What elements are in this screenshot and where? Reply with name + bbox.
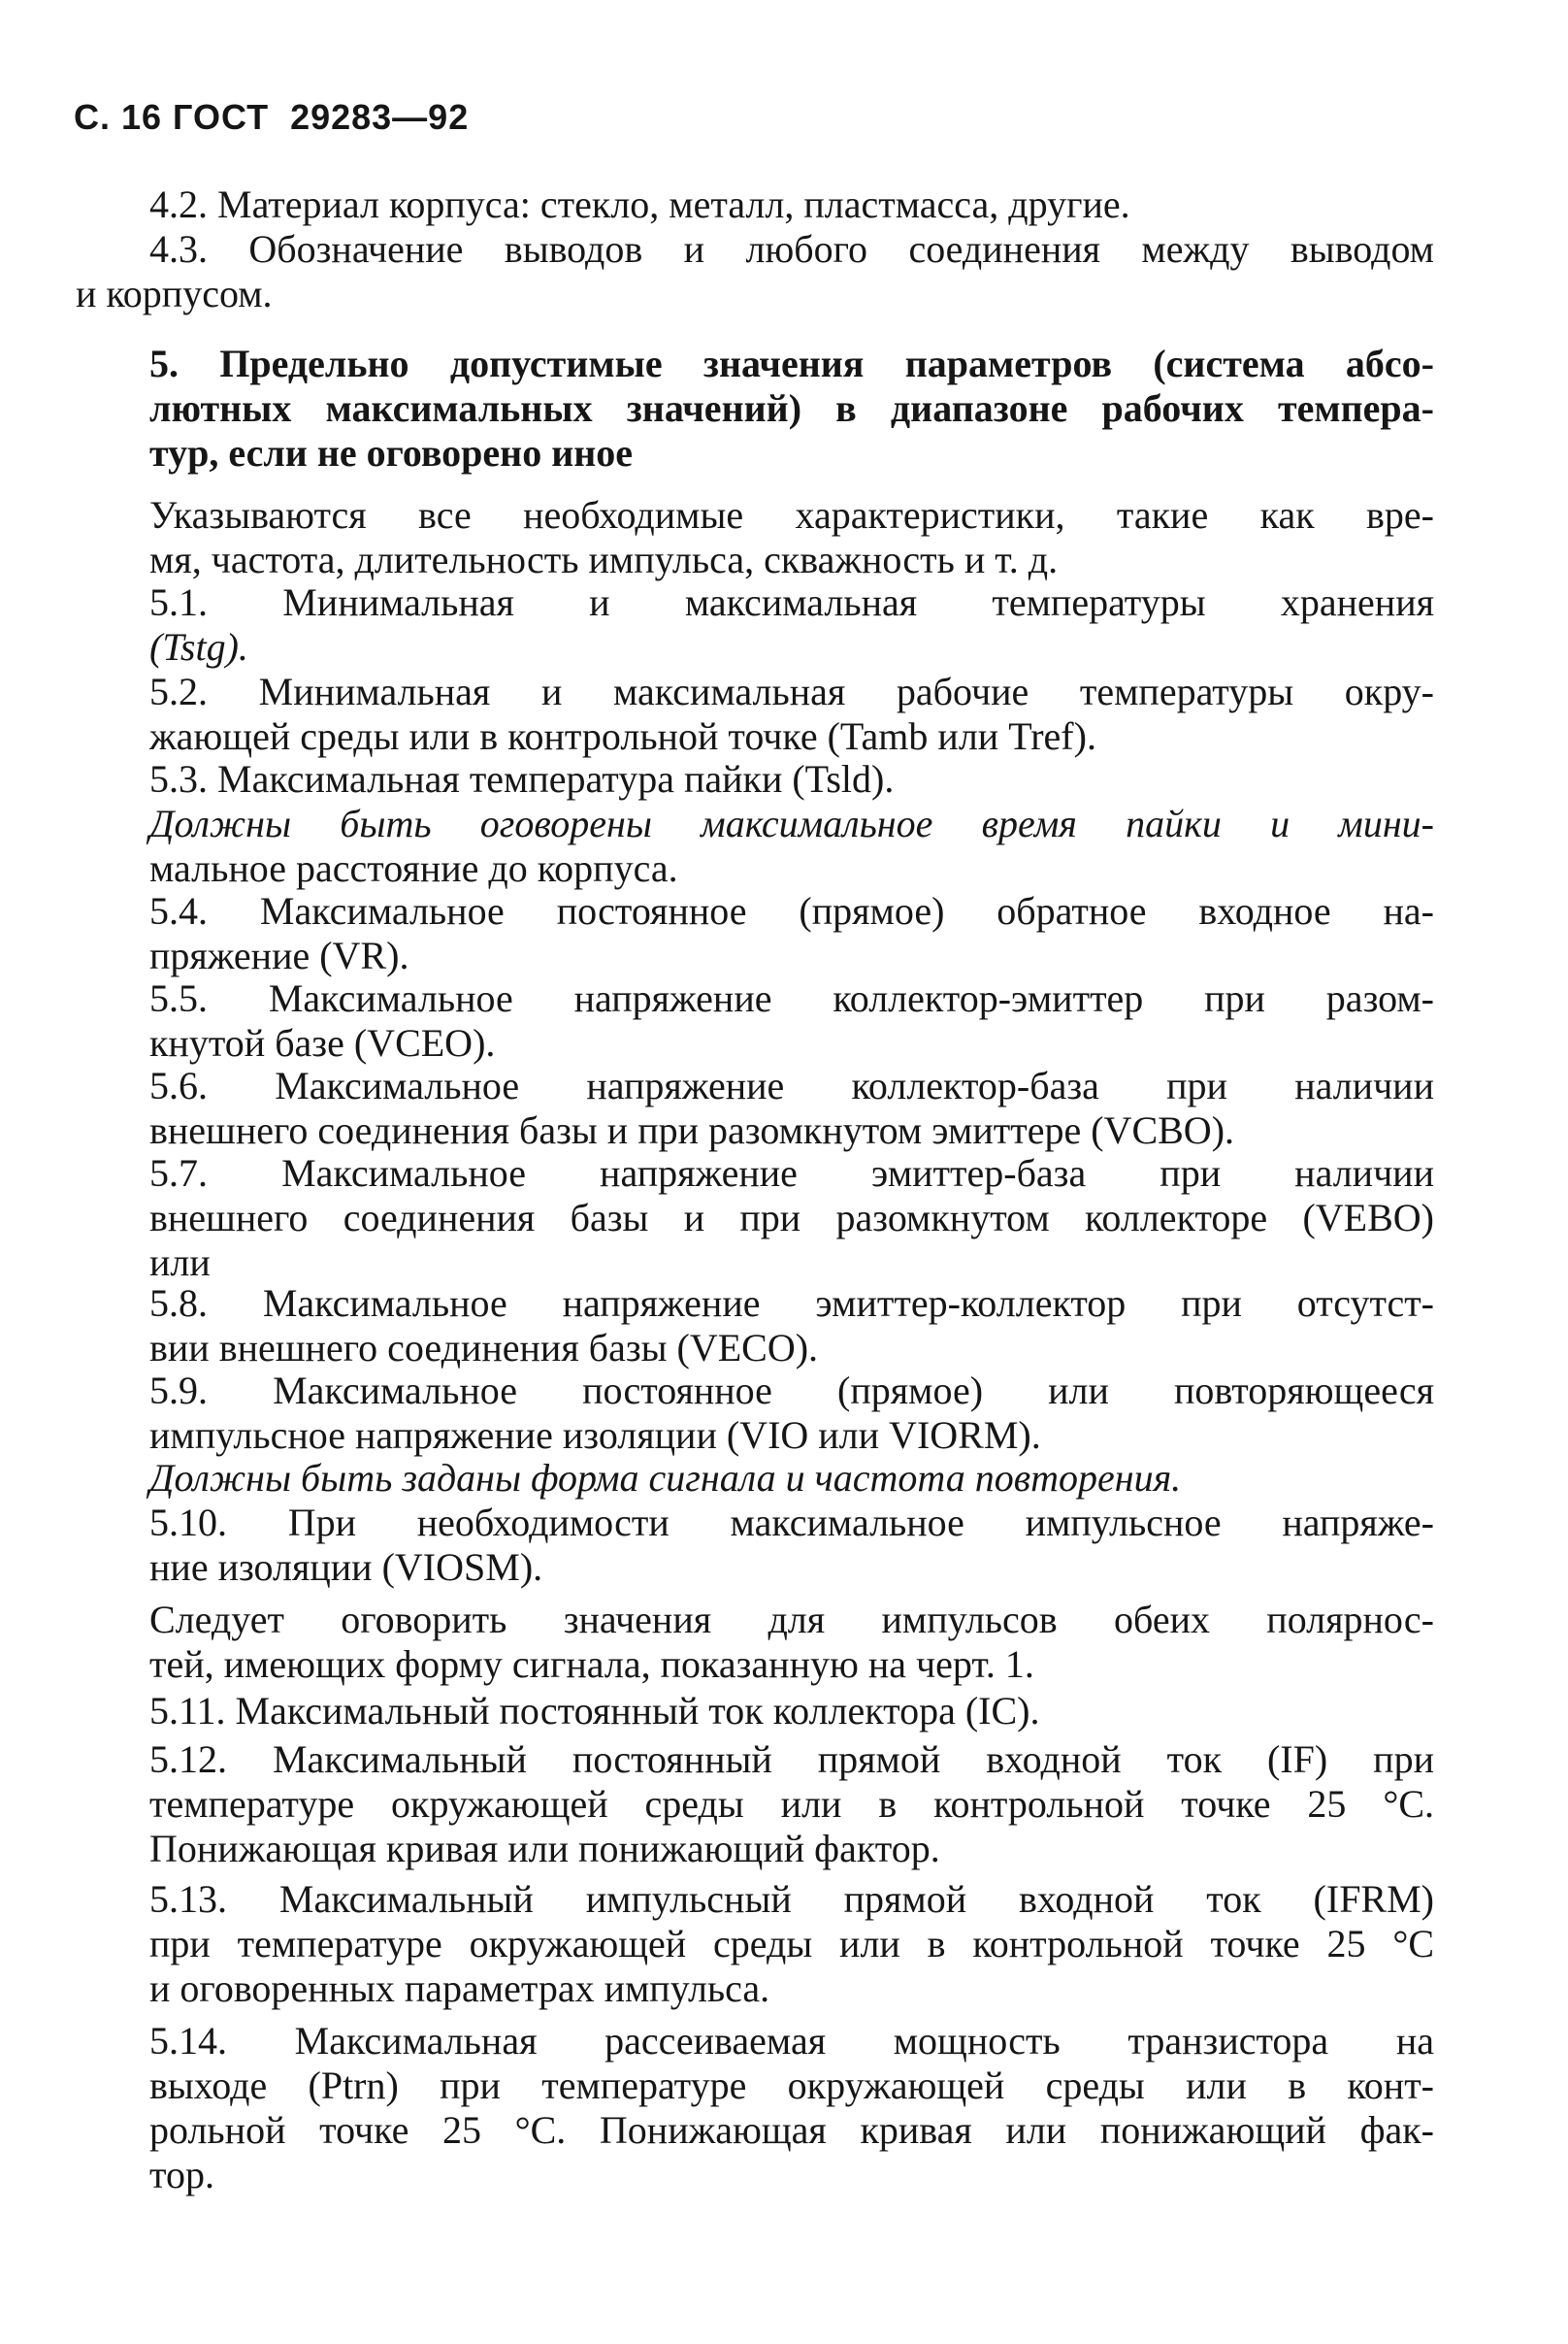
paragraph-4-2: 4.2. Материал корпуса: стекло, металл, пластмасса, другие. [149,182,1130,226]
section-5-intro: Указываются все необходимые характеристики, такие как вре- мя, частота, длительность импульса, скважность и т. д. [149,493,1434,581]
note-5-3: Должны быть оговорены максимальное время пайки и мини- мальное расстояние до корпуса. [149,802,1434,890]
page-header: С. 16 ГОСТ 29283—92 [74,97,470,137]
section-5-heading: 5. Предельно допустимые значения параметров (система абсо- лютных максимальных значений) в диапазоне рабочих темпера- тур, если не оговорено иное [149,342,1434,475]
paragraph-5-10: 5.10. При необходимости максимальное импульсное напряже- ние изоляции (VIOSM). [149,1501,1434,1589]
paragraph-5-3: 5.3. Максимальная температура пайки (Tsld). [149,757,895,801]
paragraph-5-11: 5.11. Максимальный постоянный ток коллектора (IC). [149,1689,1040,1733]
paragraph-5-6: 5.6. Максимальное напряжение коллектор-база при наличии внешнего соединения базы и при разомкнутом эмиттере (VCBO). [149,1064,1434,1152]
paragraph-5-4: 5.4. Максимальное постоянное (прямое) обратное входное на- пряжение (VR). [149,889,1434,977]
paragraph-5-9: 5.9. Максимальное постоянное (прямое) или повторяющееся импульсное напряжение изоляции (VIO или VIORM). [149,1369,1434,1457]
paragraph-5-1: 5.1. Минимальная и максимальная температуры хранения (Tstg). [149,580,1434,669]
note-5-9: Должны быть заданы форма сигнала и частота повторения. [149,1456,1182,1500]
paragraph-5-12: 5.12. Максимальный постоянный прямой входной ток (IF) при температуре окружающей среды или в контрольной точке 25 °С. Понижающая кривая или понижающий фактор. [149,1737,1434,1870]
paragraph-5-8: 5.8. Максимальное напряжение эмиттер-коллектор при отсутст- вии внешнего соединения базы (VECO). [149,1281,1434,1370]
paragraph-5-7: 5.7. Максимальное напряжение эмиттер-база при наличии внешнего соединения базы и при разомкнутом коллекторе (VEBO) или [149,1151,1434,1284]
paragraph-5-2: 5.2. Минимальная и максимальная рабочие температуры окру- жающей среды или в контрольной точке (Tamb или Tref). [149,670,1434,758]
paragraph-4-3: 4.3. Обозначение выводов и любого соединения между выводом и корпусом. [76,227,1434,315]
paragraph-5-13: 5.13. Максимальный импульсный прямой входной ток (IFRM) при температуре окружающей среды или в контрольной точке 25 °С и оговоренных параметрах импульса. [149,1877,1434,2010]
paragraph-5-5: 5.5. Максимальное напряжение коллектор-эмиттер при разом- кнутой базе (VCEO). [149,976,1434,1065]
note-5-10: Следует оговорить значения для импульсов обеих полярнос- тей, имеющих форму сигнала, показанную на черт. 1. [149,1598,1434,1686]
paragraph-5-14: 5.14. Максимальная рассеиваемая мощность транзистора на выходе (Ptrn) при температуре окружающей среды или в конт- рольной точке 25 °С. Понижающая кривая или понижающий фак- тор. [149,2019,1434,2196]
